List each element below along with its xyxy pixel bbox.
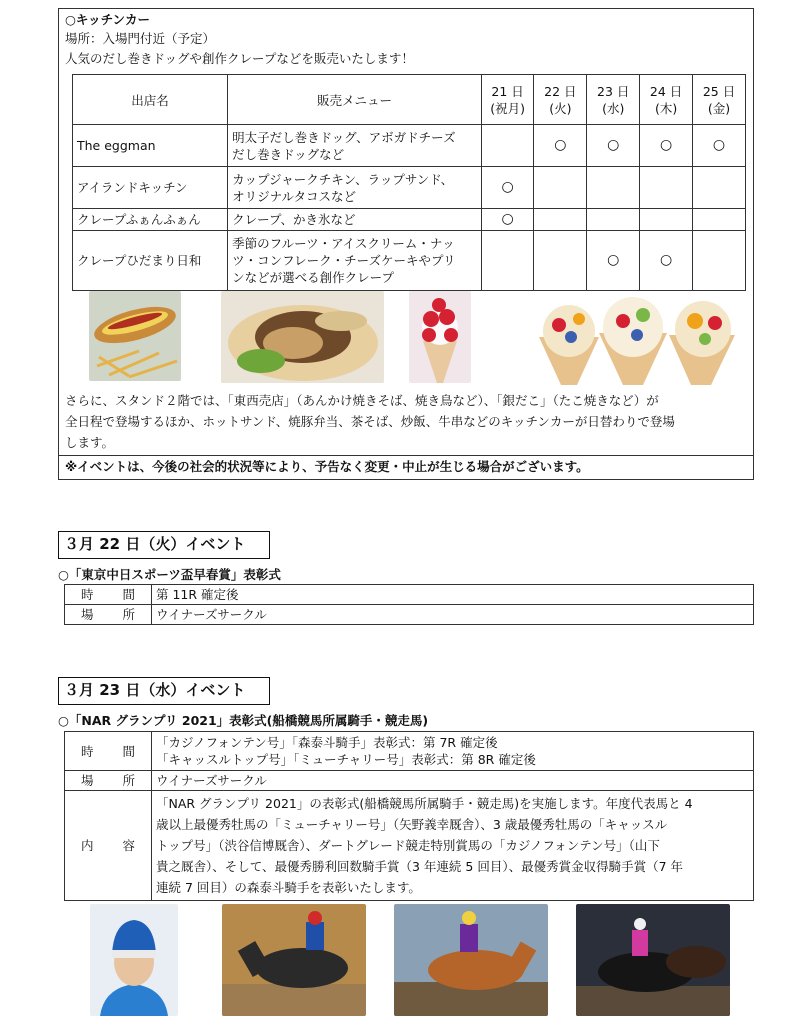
col-day-header: 23 日 (水)	[587, 75, 640, 125]
day-mark	[693, 209, 746, 231]
table-row	[65, 605, 754, 625]
kitchen-car-intro: 人気のだし巻きドッグや創作クレープなどを販売いたします！	[65, 51, 414, 66]
day-mark	[534, 167, 587, 209]
day-mark: ○	[640, 231, 693, 291]
col-day-header: 21 日 (祝月)	[481, 75, 534, 125]
time-label: 時 間	[65, 585, 152, 605]
content-text: 「NAR グランプリ 2021」の表彰式(船橋競馬所属騎手・競走馬)を実施します。年度代表馬と 4 歳以上最優秀牡馬の「ミューチャリー号」（矢野義幸厩舎）、3 歳最優秀牡馬の「キャッスル トップ号」（渋谷信博厩舎）、ダートグレード競走特別賞馬の「カジノフォンテン号」（山下 貴之厩舎）、そして、最優秀勝利回数騎手賞（3 年連続 5 回目）、最優秀賞金収得騎手賞（7 年 連続 7 回目）の森泰斗騎手を表彰いたします。	[152, 791, 754, 901]
day-mark	[693, 231, 746, 291]
event23-subtitle: ○「NAR グランプリ 2021」表彰式(船橋競馬所属騎手・競走馬)	[58, 713, 429, 728]
day-mark	[534, 209, 587, 231]
jockey-portrait-photo	[90, 904, 178, 1016]
day-mark	[640, 209, 693, 231]
content-label: 内 容	[65, 791, 152, 901]
col-menu-header: 販売メニュー	[228, 75, 482, 125]
stand-text-line: します。	[65, 435, 115, 450]
time-label: 時 間	[65, 732, 152, 771]
hotdog-photo	[89, 291, 181, 381]
place-value: ウイナーズサークル	[152, 605, 754, 625]
stand-text-line: 全日程で登場するほか、ホットサンド、焼豚弁当、茶そば、炒飯、牛串などのキッチンカーが日替わりで登場	[65, 414, 675, 429]
stand-text-line: さらに、スタンド２階では、「東西売店」（あんかけ焼きそば、焼き鳥など）、「銀だこ」（たこ焼きなど）が	[65, 393, 659, 408]
day-mark: ○	[587, 125, 640, 167]
kitchen-car-title: ○キッチンカー	[65, 12, 151, 27]
day-mark: ○	[693, 125, 746, 167]
kitchen-car-box	[58, 8, 754, 480]
fruit-crepes-photo	[519, 297, 745, 389]
table-row	[73, 209, 746, 231]
day-mark: ○	[534, 125, 587, 167]
shop-name: クレープひだまり日和	[73, 231, 228, 291]
col-day-header: 25 日 (金)	[693, 75, 746, 125]
day-mark	[587, 167, 640, 209]
day-mark	[693, 167, 746, 209]
time-value: 第 11R 確定後	[152, 585, 754, 605]
table-row	[73, 231, 746, 291]
shop-name: The eggman	[73, 125, 228, 167]
strawberry-crepe-photo	[409, 291, 471, 383]
kitchen-car-location: 場所：入場門付近（予定）	[65, 31, 216, 46]
shop-menu: クレープ、かき氷など	[228, 209, 482, 231]
day-mark: ○	[481, 209, 534, 231]
table-row	[73, 167, 746, 209]
event22-table	[64, 584, 754, 625]
event22-heading: ３月 22 日（火）イベント	[58, 531, 270, 559]
day-mark: ○	[481, 167, 534, 209]
wrap-sandwich-photo	[221, 291, 384, 383]
shop-menu: 季節のフルーツ・アイスクリーム・ナッ ツ・コンフレーク・チーズケーキやプリ ンなどが選べる創作クレープ	[228, 231, 482, 291]
place-label: 場 所	[65, 605, 152, 625]
notice-text: ※イベントは、今後の社会的状況等により、予告なく変更・中止が生じる場合がございます。	[65, 459, 589, 474]
table-row	[65, 585, 754, 605]
col-shop-header: 出店名	[73, 75, 228, 125]
day-mark: ○	[587, 231, 640, 291]
table-row	[73, 125, 746, 167]
day-mark: ○	[640, 125, 693, 167]
place-label: 場 所	[65, 771, 152, 791]
table-row	[65, 771, 754, 791]
notice-divider	[59, 455, 753, 456]
col-day-header: 22 日 (火)	[534, 75, 587, 125]
event23-table	[64, 731, 754, 901]
day-mark	[481, 231, 534, 291]
place-value: ウイナーズサークル	[152, 771, 754, 791]
day-mark	[640, 167, 693, 209]
day-mark	[587, 209, 640, 231]
horse-race-photo-3	[576, 904, 730, 1016]
time-values: 「カジノフォンテン号」「森泰斗騎手」表彰式：第 7R 確定後 「キャッスルトップ号」「ミューチャリー号」表彰式：第 8R 確定後	[152, 732, 754, 771]
shop-menu: カップジャークチキン、ラップサンド、 オリジナルタコスなど	[228, 167, 482, 209]
shop-name: クレープふぁんふぁん	[73, 209, 228, 231]
col-day-header: 24 日 (木)	[640, 75, 693, 125]
shop-menu: 明太子だし巻きドッグ、アボガドチーズ だし巻きドッグなど	[228, 125, 482, 167]
table-row	[65, 791, 754, 901]
kitchen-car-table	[72, 74, 746, 291]
event22-subtitle: ○「東京中日スポーツ盃早春賞」表彰式	[58, 567, 281, 582]
shop-name: アイランドキッチン	[73, 167, 228, 209]
horse-race-photo-1	[222, 904, 366, 1016]
day-mark	[534, 231, 587, 291]
day-mark	[481, 125, 534, 167]
table-row	[65, 732, 754, 771]
horse-race-photo-2	[394, 904, 548, 1016]
event23-heading: ３月 23 日（水）イベント	[58, 677, 270, 705]
